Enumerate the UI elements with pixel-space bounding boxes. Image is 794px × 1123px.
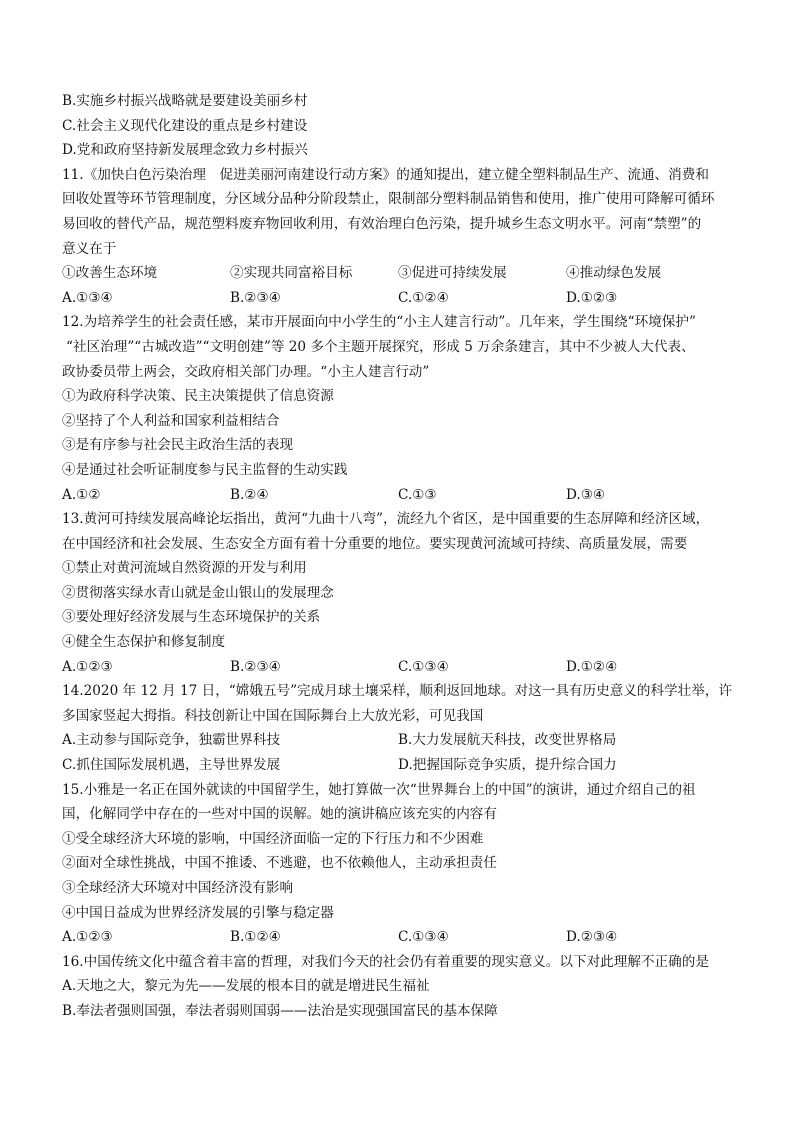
q12-item: ②坚持了个人利益和国家利益相结合	[62, 412, 280, 429]
q11-stem-line: 11.《加快白色污染治理 促进美丽河南建设行动方案》的通知提出，建立健全塑料制品生产、流通、消费和	[62, 166, 709, 183]
q13-option-a: A.①②③	[62, 658, 113, 675]
q11-items	[62, 261, 742, 286]
q11-options	[62, 286, 742, 311]
q13-option-b: B.②③④	[230, 658, 281, 675]
q15-option-d: D.②③④	[566, 929, 618, 946]
q12-option-b: B.②④	[230, 486, 269, 503]
q13-item: ③要处理好经济发展与生态环境保护的关系	[62, 609, 321, 626]
q12-item: ③是有序参与社会民主政治生活的表现	[62, 437, 294, 454]
q10-option-c: C.社会主义现代化建设的重点是乡村建设	[62, 117, 308, 134]
q12-option-c: C.①③	[398, 486, 437, 503]
q12-option-d: D.③④	[566, 486, 606, 503]
q15-stem-line: 15.小雅是一名正在国外就读的中国留学生，她打算做一次“世界舞台上的中国”的演讲，通过介绍自己的祖	[62, 781, 696, 798]
q11-item: ③促进可持续发展	[398, 265, 507, 282]
q16-option-b: B.奉法者强则国强，奉法者弱则国弱——法治是实现强国富民的基本保障	[62, 1002, 498, 1019]
q14-options-row-1	[62, 728, 742, 753]
q12-stem-line: “社区治理”“古城改造”“文明创建”等 20 多个主题开展探究，形成 5 万余条建言，其中不少被人大代表、	[66, 338, 695, 355]
q13-item: ④健全生态保护和修复制度	[62, 634, 226, 651]
q15-item: ②面对全球性挑战，中国不推诿、不逃避，也不依赖他人，主动承担责任	[62, 855, 497, 872]
q15-item: ①受全球经济大环境的影响，中国经济面临一定的下行压力和不少困难	[62, 830, 484, 847]
question-list	[62, 89, 742, 1024]
q13-options	[62, 655, 742, 680]
q13-option-c: C.①③④	[398, 658, 449, 675]
q12-item: ①为政府科学决策、民主决策提供了信息资源	[62, 388, 334, 405]
q11-option-a: A.①③④	[62, 289, 113, 306]
q11-stem-line: 回收处置等环节管理制度，分区域分品种分阶段禁止，限制部分塑料制品销售和使用，推广使用可降解可循环	[62, 191, 715, 208]
q15-stem-line: 国，化解同学中存在的一些对中国的误解。她的演讲稿应该充实的内容有	[62, 806, 497, 823]
q15-options	[62, 925, 742, 950]
q15-option-c: C.①③④	[398, 929, 449, 946]
q16-option-a: A.天地之大，黎元为先——发展的根本目的就是增进民生福祉	[62, 978, 430, 995]
q15-item: ③全球经济大环境对中国经济没有影响	[62, 880, 294, 896]
q11-option-c: C.①②④	[398, 289, 449, 306]
q11-stem-line: 易回收的替代产品，规范塑料废弃物回收利用，有效治理白色污染，提升城乡生态文明水平。河南“禁塑”的	[62, 215, 702, 232]
q15-item: ④中国日益成为世界经济发展的引擎与稳定器	[62, 904, 334, 921]
q11-stem-line: 意义在于	[62, 240, 117, 257]
q14-options-row-2	[62, 753, 742, 778]
q12-stem-line: 12.为培养学生的社会责任感，某市开展面向中小学生的“小主人建言行动”。几年来，学生围绕“环境保护”	[62, 314, 696, 331]
q14-stem-line: 14.2020 年 12 月 17 日，“嫦娥五号”完成月球土壤采样，顺利返回地球。对这一具有历史意义的科学壮举，许	[62, 683, 733, 700]
q11-item: ②实现共同富裕目标	[230, 265, 353, 282]
q13-item: ①禁止对黄河流域自然资源的开发与利用	[62, 560, 307, 577]
q12-item: ④是通过社会听证制度参与民主监督的生动实践	[62, 461, 348, 478]
q13-item: ②贯彻落实绿水青山就是金山银山的发展理念	[62, 584, 334, 601]
q14-option-a: A.主动参与国际竞争，独霸世界科技	[62, 732, 281, 749]
q11-option-b: B.②③④	[230, 289, 281, 306]
q16-stem-line: 16.中国传统文化中蕴含着丰富的哲理，对我们今天的社会仍有着重要的现实意义。以下对此理解不正确的是	[62, 953, 709, 970]
q15-option-b: B.①②④	[230, 929, 281, 946]
q12-option-a: A.①②	[62, 486, 101, 503]
q10-option-d: D.党和政府坚持新发展理念致力乡村振兴	[62, 142, 308, 159]
q15-option-a: A.①②③	[62, 929, 113, 946]
q12-options	[62, 483, 742, 508]
q14-option-b: B.大力发展航天科技，改变世界格局	[398, 732, 617, 749]
q13-stem-line: 在中国经济和社会发展、生态安全方面有着十分重要的地位。要实现黄河流域可持续、高质量发展，需要	[62, 535, 688, 552]
q14-option-d: D.把握国际竞争实质，提升综合国力	[398, 757, 617, 774]
q10-option-b: B.实施乡村振兴战略就是要建设美丽乡村	[62, 93, 308, 109]
q11-option-d: D.①②③	[566, 289, 618, 306]
q11-item: ④推动绿色发展	[566, 265, 662, 282]
q11-item: ①改善生态环境	[62, 265, 158, 282]
q13-option-d: D.①②④	[566, 658, 618, 675]
q14-stem-line: 多国家竖起大拇指。科技创新让中国在国际舞台上大放光彩，可见我国	[62, 707, 484, 724]
q13-stem-line: 13.黄河可持续发展高峰论坛指出，黄河“九曲十八弯”，流经九个省区，是中国重要的生态屏障和经济区域，	[62, 511, 710, 528]
q12-stem-line: 政协委员带上两会，交政府相关部门办理。“小主人建言行动”	[62, 363, 430, 380]
q14-option-c: C.抓住国际发展机遇，主导世界发展	[62, 757, 281, 774]
